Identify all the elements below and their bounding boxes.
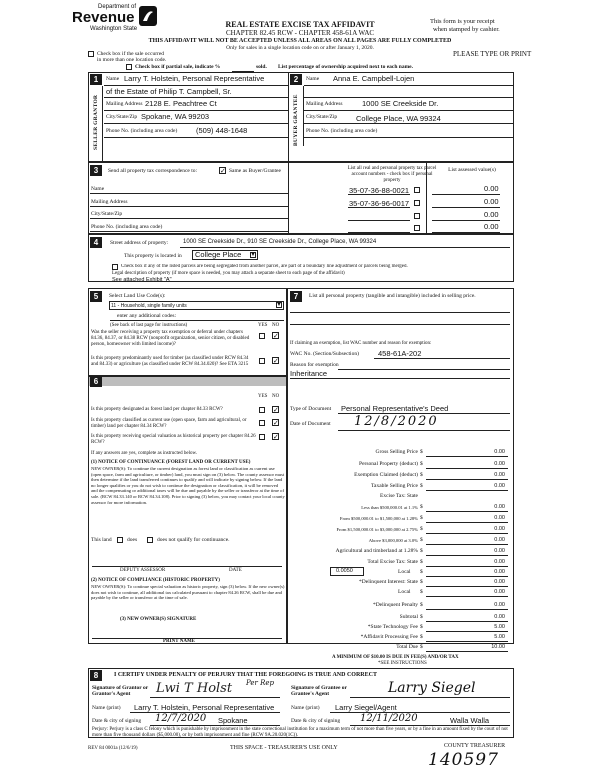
s6-q1-yes-checkbox[interactable]: [259, 407, 265, 413]
delinquent-interest-state-value[interactable]: 0.00: [494, 579, 505, 585]
form-title: REAL ESTATE EXCISE TAX AFFIDAVIT: [225, 20, 375, 29]
excise-tax-state-label: Excise Tax: State: [380, 493, 419, 499]
agricultural-value[interactable]: 0.00: [494, 548, 505, 554]
multiple-location-checkbox[interactable]: [88, 51, 94, 57]
affidavit-fee-label: *Affidavit Processing Fee: [360, 634, 418, 640]
land-use-value: 11 - Household, single family units: [111, 303, 187, 309]
dollar-sign-15: $: [420, 614, 423, 620]
buyer-city-label: City/State/Zip: [306, 114, 338, 120]
section-1-number: 1: [90, 74, 102, 85]
legal-desc-value[interactable]: See attached Exhibit "A": [112, 277, 172, 283]
street-address[interactable]: 1000 SE Creekside Dr., 910 SE Creekside Dr., College Place, WA 99324: [183, 239, 377, 245]
dollar-sign-2: $: [420, 461, 423, 467]
doc-date-label: Date of Document: [290, 421, 331, 427]
grantee-signature-label: Signature of Grantee or Grantee's Agent: [291, 685, 347, 697]
section-5-number: 5: [90, 291, 102, 302]
s3-phone-label: Phone No. (including area code): [91, 224, 163, 230]
grantor-per-rep: Per Rep: [246, 679, 275, 687]
grantor-print-name[interactable]: Larry T. Holstein, Personal Representative: [134, 703, 275, 712]
buyer-grantee-side-label: BUYER GRANTEE: [293, 94, 299, 146]
grantee-name-label: Name (print): [291, 705, 320, 711]
s5-question-1: Was the seller receiving a property tax exemption or deferral under chapters 84.36, 84.37, or 84.38 RCW (nonprofit organization, senior citizen, or disabled person, homeowner with limited income)?: [91, 330, 250, 347]
exemption-claimed-label: Exemption Claimed (deduct): [354, 472, 418, 478]
this-land-label: This land: [91, 537, 112, 543]
grantor-sign-city[interactable]: Spokane: [218, 716, 248, 725]
parcel-number-1[interactable]: 35-07-36-88-0021: [349, 186, 410, 195]
form-chapter: CHAPTER 82.45 RCW - CHAPTER 458-61A WAC: [225, 29, 375, 37]
form-rev-number: REV 84 0001a (12/6/19): [88, 746, 138, 751]
s6-no-header: NO: [272, 394, 280, 399]
taxable-selling-price-label: Taxable Selling Price: [371, 483, 418, 489]
parcel-3-personal-checkbox[interactable]: [414, 213, 420, 219]
grantor-sign-date[interactable]: 12/7/2020: [155, 713, 207, 724]
seller-name-line2[interactable]: of the Estate of Philip T. Campbell, Sr.: [106, 87, 232, 96]
grantor-signature[interactable]: Lwi T Holst: [156, 681, 233, 696]
street-address-label: Street address of property:: [110, 240, 169, 246]
type-or-print: PLEASE TYPE OR PRINT: [453, 50, 532, 58]
parcel-2-personal-checkbox[interactable]: [414, 200, 420, 206]
personal-property-deduct-label: Personal Property (deduct): [359, 461, 418, 467]
dollar-sign-18: $: [420, 644, 423, 650]
gross-selling-price-label: Gross Selling Price: [375, 449, 418, 455]
parcel-4-personal-checkbox[interactable]: [414, 225, 420, 231]
s3-mail-label: Mailing Address: [91, 199, 128, 205]
total-due-label: Total Due: [396, 644, 418, 650]
seller-phone-label: Phone No. (including area code): [106, 128, 178, 134]
new-owner-signature-label: (3) NEW OWNER(S) SIGNATURE: [120, 617, 197, 622]
does-not-label: does not qualify for continuance.: [157, 537, 230, 543]
print-name-label: PRINT NAME: [163, 639, 195, 644]
seller-name-label: Name: [106, 76, 120, 82]
s3-city-label: City/State/Zip: [91, 211, 123, 217]
section-7-number: 7: [290, 291, 302, 302]
bracket-2-label: From $500,000.01 to $1,500,000 at 1.28%: [339, 516, 418, 521]
section-3-number: 3: [90, 165, 102, 176]
dollar-sign-14: $: [420, 602, 423, 608]
location-dropdown[interactable]: [192, 250, 258, 260]
does-label: does: [127, 537, 138, 543]
delinquent-local-value[interactable]: 0.00: [494, 589, 505, 595]
grantor-name-label: Name (print): [92, 705, 121, 711]
parcel-value-4[interactable]: 0.00: [484, 222, 499, 231]
assessed-header: List assessed value(s): [448, 167, 496, 173]
s6-q2-no-checkbox[interactable]: ✓: [273, 419, 279, 427]
bracket-1-label: Less than $500,000.01 at 1.1%: [361, 505, 418, 510]
s5-q1-no-checkbox[interactable]: ✓: [273, 332, 279, 340]
grantor-date-city-label: Date & city of signing: [92, 718, 142, 724]
multiple-location-label-2: in more than one location code.: [97, 57, 167, 63]
dor-logo: [72, 4, 162, 34]
wac-label: WAC No. (Section/Subsection): [290, 351, 359, 357]
s5-q2-no-checkbox[interactable]: ✓: [273, 357, 279, 365]
logo-revenue: Revenue: [72, 9, 135, 26]
doc-type[interactable]: Personal Representative's Deed: [341, 404, 449, 413]
s6-q2-yes-checkbox[interactable]: [259, 420, 265, 426]
s5-q2-yes-checkbox[interactable]: [259, 358, 265, 364]
grantor-signature-label: Signature of Grantor or Grantor's Agent: [92, 685, 149, 697]
section-6-number: 6: [90, 376, 102, 387]
partial-sale-checkbox[interactable]: [126, 64, 132, 70]
s6-q3-yes-checkbox[interactable]: [259, 434, 265, 440]
s6-yes-header: YES: [258, 394, 268, 399]
logo-state: Washington State: [90, 26, 138, 32]
personal-property-deduct-value[interactable]: 0.00: [494, 461, 505, 467]
partial-sale-label: Check box if partial sale, indicate %: [135, 64, 221, 70]
parcel-number-2[interactable]: 35-07-36-96-0017: [349, 199, 410, 208]
section-6-header-bar: [89, 377, 286, 386]
agricultural-label: Agricultural and timberland at 1.28%: [335, 548, 418, 554]
bracket-4-label: Above $3,000,000 at 3.0%: [368, 538, 418, 543]
logo-dept-of: Department of: [98, 4, 137, 10]
grantee-signature[interactable]: Larry Siegel: [388, 680, 476, 696]
buyer-mail[interactable]: 1000 SE Creekside Dr.: [362, 99, 439, 108]
grantee-sign-city[interactable]: Walla Walla: [450, 716, 490, 725]
taxable-selling-price-value[interactable]: 0.00: [494, 483, 505, 489]
s5-question-2: Is this property predominantly used for timber (as classified under RCW 84.34 and 84.33) or agriculture (as classified under RCW 84.34.020)? See ETA 3215: [91, 356, 249, 367]
location-dropdown-chevron-icon[interactable]: ▾: [251, 252, 255, 258]
personal-property-label: List all personal property (tangible and intangible) included in selling price.: [309, 293, 476, 299]
s5-yes-header: YES: [258, 323, 268, 328]
sold-label: sold.: [256, 64, 267, 70]
seller-grantor-side-label: SELLER GRANTOR: [93, 94, 99, 150]
perjury-notice: Perjury: Perjury is a class C felony which is punishable by imprisonment in the state correctional institution for a maximum term of not more than five years, or by a fine in an amount fixed by the court of not more than five thousand dollars ($5,000.00), or by both imprisonment and fine (RCW 9A.20.020(1C)).: [92, 727, 508, 738]
treasurer-use-label: THIS SPACE - TREASURER'S USE ONLY: [230, 745, 338, 751]
tech-fee-label: *State Technology Fee: [367, 624, 418, 630]
exemption-claim-label: If claiming an exemption, list WAC number and reason for exemption:: [290, 341, 432, 346]
same-as-buyer-label: Same as Buyer/Grantee: [229, 168, 281, 174]
grantee-print-name[interactable]: Larry Siegel/Agent: [335, 703, 397, 712]
seller-mail-label: Mailing Address: [106, 101, 143, 107]
s6-q3-no-checkbox[interactable]: ✓: [273, 433, 279, 441]
bracket-2-value[interactable]: 0.00: [494, 515, 505, 521]
total-excise-label: Total Excise Tax: State: [367, 559, 418, 565]
local-rate[interactable]: 0.0050: [336, 568, 353, 574]
local-value[interactable]: 0.00: [494, 569, 505, 575]
dollar-sign-11: $: [420, 569, 423, 575]
dollar-sign-7: $: [420, 526, 423, 532]
subtotal-value[interactable]: 0.00: [494, 614, 505, 620]
section-6-box: [88, 376, 287, 644]
parcel-1-personal-checkbox[interactable]: [414, 187, 420, 193]
does-checkbox[interactable]: [117, 537, 123, 543]
same-as-buyer-checkbox[interactable]: ✓: [220, 167, 226, 175]
bracket-4-value[interactable]: 0.00: [494, 537, 505, 543]
dollar-sign-10: $: [420, 559, 423, 565]
gross-selling-price-value[interactable]: 0.00: [494, 449, 505, 455]
local-label: Local: [398, 569, 411, 575]
bracket-3-label: From $1,500,000.01 to $3,000,000 at 2.75%: [336, 527, 418, 532]
parcel-header: List all real and personal property tax parcel account numbers - check box if personal property: [347, 166, 437, 183]
notice-2-title: (2) NOTICE OF COMPLIANCE (HISTORIC PROPERTY): [91, 578, 220, 583]
send-correspondence-label: Send all property tax correspondence to:: [108, 168, 198, 174]
reason-label: Reason for exemption: [290, 362, 339, 368]
s6-question-2: Is this property classified as current use (open space, farm and agricultural, or timber) land per chapter 84.34 RCW?: [91, 418, 247, 429]
logo-mark-icon: [138, 5, 158, 27]
bracket-3-value[interactable]: 0.00: [494, 526, 505, 532]
dollar-sign-4: $: [420, 483, 423, 489]
delinquent-penalty-label: *Delinquent Penalty: [372, 602, 418, 608]
buyer-city[interactable]: College Place, WA 99324: [356, 114, 441, 123]
s6-q1-no-checkbox[interactable]: ✓: [273, 406, 279, 414]
s6-question-1: Is this property designated as forest land per chapter 84.33 RCW?: [91, 407, 223, 412]
dollar-sign-5: $: [420, 504, 423, 510]
legal-desc-label: Legal description of property (if more space is needed, you may attach a separate sheet to each page of the affidavit): [112, 271, 345, 276]
dollar-sign-17: $: [420, 634, 423, 640]
minimum-due-note: A MINIMUM OF $10.00 IS DUE IN FEE(S) AND/OR TAX: [332, 655, 459, 660]
exemption-claimed-value[interactable]: 0.00: [494, 472, 505, 478]
affidavit-fee-value[interactable]: 5.00: [494, 634, 505, 640]
delinquent-interest-state-label: *Delinquent Interest: State: [359, 579, 418, 585]
bracket-1-value[interactable]: 0.00: [494, 504, 505, 510]
buyer-name-label: Name: [306, 76, 320, 82]
receipt-note-2: when stamped by cashier.: [433, 26, 500, 33]
s3-name-label: Name: [91, 186, 105, 192]
seller-name-line1[interactable]: Larry T. Holstein, Personal Representative: [124, 74, 265, 83]
parcel-value-2[interactable]: 0.00: [484, 197, 499, 206]
see-back-label: (See back of last page for instructions): [110, 323, 188, 328]
seller-city-label: City/State/Zip: [106, 114, 138, 120]
dollar-sign-3: $: [420, 472, 423, 478]
subtotal-label: Subtotal: [399, 614, 418, 620]
seller-mail[interactable]: 2128 E. Peachtree Ct: [145, 99, 217, 108]
dollar-sign-8: $: [420, 537, 423, 543]
receipt-note-1: This form is your receipt: [430, 18, 495, 25]
pct-ownership-label: List percentage of ownership acquired next to each name.: [278, 64, 413, 70]
land-use-label: Select Land Use Code(s):: [109, 293, 166, 299]
see-instructions-note: *SEE INSTRUCTIONS: [378, 661, 427, 666]
parcel-value-3[interactable]: 0.00: [484, 210, 499, 219]
tech-fee-value[interactable]: 5.00: [494, 624, 505, 630]
notice-2-body: NEW OWNER(S): To continue special valuation as historic property, sign (3) below. If the new owner(s) does not wish to continue, all additional tax calculated pursuant to chapter 84.26 RCW, shall be due and payable by the seller or transferor at the time of sale.: [91, 584, 285, 601]
s5-q1-yes-checkbox[interactable]: [259, 333, 265, 339]
dollar-sign-1: $: [420, 449, 423, 455]
dollar-sign-9: $: [420, 548, 423, 554]
segregated-checkbox[interactable]: [112, 264, 118, 270]
multiple-location-label-1: Check box if the sale occurred: [97, 51, 165, 57]
form-warning: THIS AFFIDAVIT WILL NOT BE ACCEPTED UNLESS ALL AREAS ON ALL PAGES ARE FULLY COMPLETED: [148, 38, 452, 44]
dollar-sign-13: $: [420, 589, 423, 595]
location-select[interactable]: College Place: [195, 250, 242, 259]
sales-note: Only for sales in a single location code on or after January 1, 2020.: [226, 45, 374, 51]
located-in-label: This property is located in: [124, 253, 182, 259]
notice-1-body: NEW OWNER(S): To continue the current designation as forest land or classification as current use (open space, farm and agriculture, or timber) land, you must sign on (3) below. The county assessor must then determine if the land transferred continues to qualify and will indicate by signing below. If the land no longer qualifies or you do not wish to continue the designation or classification, it will be removed and the compensating or additional taxes will be due and payable by the seller or transferor at the time of sale. (RCW 84.33.140 or RCW 84.34.108). Prior to signing (3) below, you may contact your local county assessor for more information.: [91, 466, 285, 505]
s6-question-3: Is this property receiving special valuation as historical property per chapter 84.26 RCW?: [91, 434, 256, 445]
seller-city[interactable]: Spokane, WA 99203: [141, 112, 210, 121]
buyer-mail-label: Mailing Address: [306, 101, 343, 107]
section-2-number: 2: [290, 74, 302, 85]
deputy-assessor-label: DEPUTY ASSESSOR: [120, 568, 166, 573]
deputy-date-label: DATE: [229, 568, 242, 573]
doc-type-label: Type of Document: [290, 406, 332, 412]
grantee-date-city-label: Date & city of signing: [291, 718, 341, 724]
notice-1-title: (1) NOTICE OF CONTINUANCE (FOREST LAND OR CURRENT USE): [91, 460, 251, 465]
treasurer-receipt-number: 140597: [428, 750, 499, 770]
does-not-checkbox[interactable]: [147, 537, 153, 543]
delinquent-local-label: Local: [398, 589, 411, 595]
buyer-phone-label: Phone No. (including area code): [306, 128, 378, 134]
dollar-sign-12: $: [420, 579, 423, 585]
grantee-sign-date[interactable]: 12/11/2020: [360, 713, 418, 724]
county-treasurer-label: COUNTY TREASURER: [444, 743, 506, 749]
additional-codes-label: enter any additional codes:: [117, 313, 177, 319]
doc-date[interactable]: 12/8/2020: [354, 414, 439, 429]
reason-value[interactable]: Inheritance: [290, 369, 328, 378]
certify-statement: I CERTIFY UNDER PENALTY OF PERJURY THAT THE FOREGOING IS TRUE AND CORRECT: [114, 672, 377, 678]
total-excise-value[interactable]: 0.00: [494, 559, 505, 565]
dollar-sign-6: $: [420, 515, 423, 521]
seller-phone[interactable]: (509) 448-1648: [196, 126, 248, 135]
if-yes-instruction: If any answers are yes, complete as instructed below.: [91, 451, 198, 456]
land-use-chevron-icon[interactable]: ▾: [277, 302, 281, 308]
wac-number[interactable]: 458-61A-202: [378, 349, 422, 358]
dollar-sign-16: $: [420, 624, 423, 630]
section-8-number: 8: [90, 670, 102, 681]
s5-no-header: NO: [272, 323, 280, 328]
section-4-number: 4: [90, 237, 102, 248]
parcel-value-1[interactable]: 0.00: [484, 184, 499, 193]
buyer-name[interactable]: Anna E. Campbell-Lojen: [333, 74, 415, 83]
delinquent-penalty-value[interactable]: 0.00: [494, 602, 505, 608]
total-due-value[interactable]: 10.00: [491, 644, 505, 650]
segregated-label: Check box if any of the listed parcels are being segregated from another parcel, are part of a boundary line adjustment or parcels being merged.: [121, 264, 408, 269]
